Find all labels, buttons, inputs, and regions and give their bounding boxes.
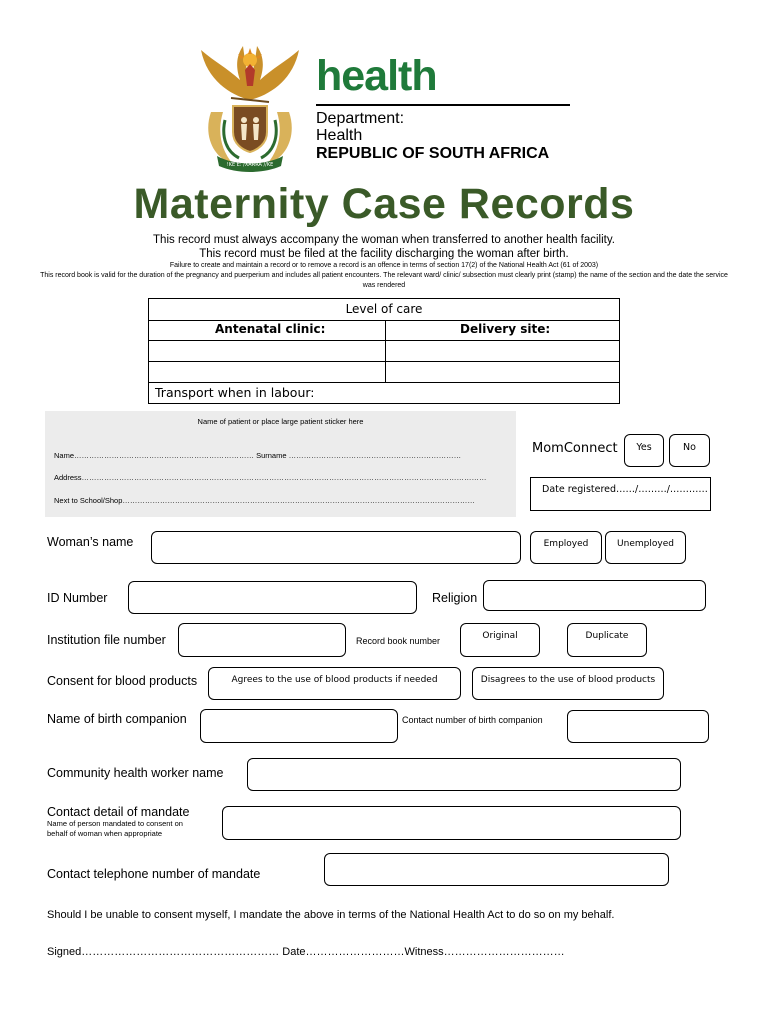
antenatal-clinic-input-1[interactable]: [149, 340, 384, 360]
id-number-input[interactable]: [128, 581, 417, 614]
antenatal-clinic-input-2[interactable]: [149, 361, 384, 381]
department-line-1: Department:: [316, 110, 405, 127]
religion-input[interactable]: [483, 580, 706, 611]
date-registered-label: Date registered……/………/…………: [542, 484, 708, 495]
notice-filing: This record must be filed at the facility discharging the woman after birth.: [199, 248, 569, 260]
transport-label: Transport when in labour:: [155, 385, 315, 400]
institution-file-number-label: Institution file number: [47, 633, 166, 647]
delivery-site-input-2[interactable]: [385, 361, 619, 381]
mandate-contact-label: Contact detail of mandate: [47, 805, 190, 819]
sticker-name-line: Name……………………………………………………………… Surname ……………………………………………………………: [54, 451, 462, 460]
mandate-note-line-2: behalf of woman when appropriate: [47, 829, 163, 838]
womans-name-input[interactable]: [151, 531, 521, 564]
date-registered-field[interactable]: [530, 477, 711, 511]
chw-name-label: Community health worker name: [47, 766, 224, 780]
womans-name-label: Woman’s name: [47, 535, 134, 549]
duplicate-option[interactable]: [567, 623, 647, 657]
brand-divider: [316, 104, 570, 106]
mandate-phone-input[interactable]: [324, 853, 669, 886]
mandate-phone-label: Contact telephone number of mandate: [47, 867, 261, 881]
momconnect-label: MomConnect: [532, 441, 618, 456]
consent-blood-label: Consent for blood products: [47, 674, 198, 688]
id-number-label: ID Number: [47, 591, 108, 605]
momconnect-no-option[interactable]: [669, 434, 710, 467]
brand-wordmark: health: [316, 52, 437, 100]
antenatal-clinic-label: Antenatal clinic:: [215, 322, 326, 336]
religion-label: Religion: [432, 591, 478, 605]
notice-validity: This record book is valid for the duration of the pregnancy and puerperium and includes all patient encounters. The relevant ward/ clinic/ subsection must clearly print (stamp) the name of the section and the date the service was rendered: [40, 272, 728, 289]
birth-companion-label: Name of birth companion: [47, 712, 187, 726]
duplicate-label: Duplicate: [585, 631, 629, 641]
original-label: Original: [482, 631, 518, 641]
sticker-address-line: Address………………………………………………………………………………………………………………………………………………: [54, 473, 487, 482]
svg-text:!KE E: /XARRA //KE: !KE E: /XARRA //KE: [226, 162, 274, 168]
birth-companion-input[interactable]: [200, 709, 398, 743]
disagrees-blood-label: Disagrees to the use of blood products: [480, 675, 656, 685]
signature-line[interactable]: Signed……………………………………………… Date………………………Witness……………………………: [47, 946, 565, 958]
notice-transfer: This record must always accompany the woman when transferred to another health facility.: [153, 234, 615, 246]
delivery-site-input-1[interactable]: [385, 340, 619, 360]
patient-sticker-area[interactable]: [45, 411, 516, 517]
momconnect-yes-option[interactable]: [624, 434, 664, 467]
momconnect-no-label: No: [683, 442, 696, 453]
chw-name-input[interactable]: [247, 758, 681, 791]
agrees-blood-label: Agrees to the use of blood products if needed: [231, 675, 438, 685]
mandate-note-line-1: Name of person mandated to consent on: [47, 819, 183, 828]
birth-companion-contact-label: Contact number of birth companion: [402, 715, 543, 725]
coat-of-arms-logo: [195, 40, 305, 172]
birth-companion-contact-input[interactable]: [567, 710, 709, 743]
department-line-2: Health: [316, 127, 363, 144]
institution-file-number-input[interactable]: [178, 623, 346, 657]
disagrees-blood-option[interactable]: [472, 667, 664, 700]
record-book-number-label: Record book number: [356, 636, 441, 646]
momconnect-yes-label: Yes: [636, 442, 652, 453]
mandate-contact-input[interactable]: [222, 806, 681, 840]
page-title: Maternity Case Records: [133, 180, 635, 228]
employed-option[interactable]: [530, 531, 602, 564]
notice-legal: Failure to create and maintain a record or to remove a record is an offence in terms of section 17(2) of the National Health Act (61 of 2003): [169, 262, 599, 269]
level-of-care-heading: Level of care: [149, 299, 619, 321]
sticker-heading: Name of patient or place large patient sticker here: [197, 417, 364, 426]
unemployed-label: Unemployed: [617, 539, 674, 549]
department-line-3: REPUBLIC OF SOUTH AFRICA: [316, 145, 550, 162]
sticker-school-line: Next to School/Shop……………………………………………………………………………………………………………………………: [54, 496, 475, 505]
employed-label: Employed: [543, 539, 589, 549]
agrees-blood-option[interactable]: [208, 667, 461, 700]
delivery-site-label: Delivery site:: [460, 322, 551, 336]
original-option[interactable]: [460, 623, 540, 657]
unemployed-option[interactable]: [605, 531, 686, 564]
mandate-statement: Should I be unable to consent myself, I mandate the above in terms of the National Health Act to do so on my behalf.: [47, 909, 615, 921]
